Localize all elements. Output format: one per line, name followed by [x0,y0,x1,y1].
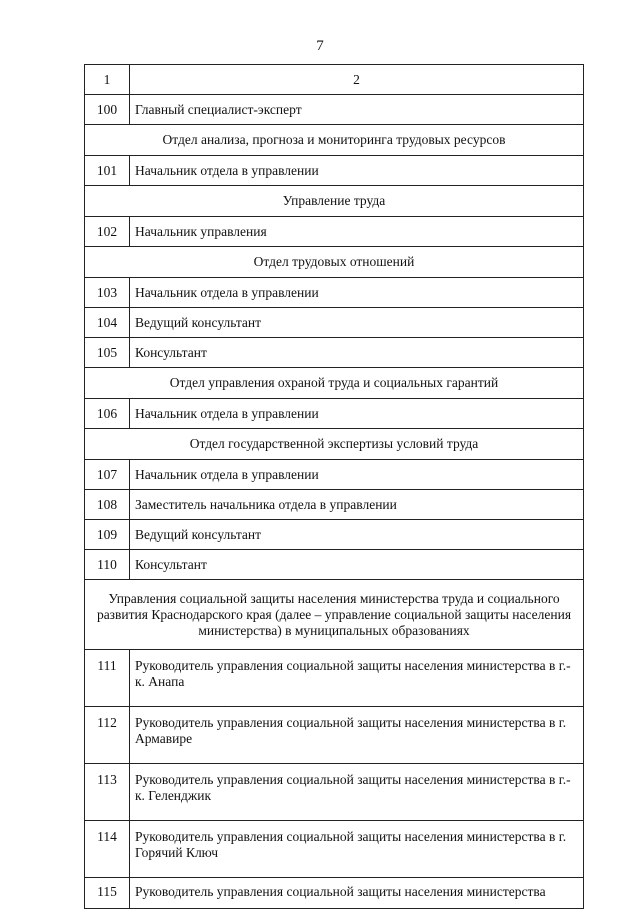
row-number: 113 [85,764,130,821]
section-title: Управления социальной защиты населения министерства труда и социального развития Краснодарского края (далее – управление социальной защиты населения министерства) в муниципальных образованиях [85,580,584,650]
page-number: 7 [316,38,324,54]
row-number: 112 [85,707,130,764]
row-number: 104 [85,308,130,338]
table-row [85,550,584,580]
header-col-number: 1 [85,65,130,95]
section-title: Отдел управления охраной труда и социальных гарантий [85,368,584,399]
row-number: 107 [85,460,130,490]
row-number: 108 [85,490,130,520]
row-number: 114 [85,821,130,878]
row-title: Заместитель начальника отдела в управлении [130,490,584,520]
table-row [85,156,584,186]
row-number: 105 [85,338,130,368]
table-row [85,707,584,764]
row-title: Руководитель управления социальной защиты населения министерства в г. Горячий Ключ [130,821,584,878]
row-number: 106 [85,399,130,429]
table-row [85,278,584,308]
table-row [85,460,584,490]
section-title: Отдел государственной экспертизы условий труда [85,429,584,460]
row-title: Главный специалист-эксперт [130,95,584,125]
table-row [85,764,584,821]
section-row [85,247,584,278]
row-title: Руководитель управления социальной защиты населения министерства в г. Армавире [130,707,584,764]
table-row [85,308,584,338]
section-title: Управление труда [85,186,584,217]
section-row [85,429,584,460]
row-number: 110 [85,550,130,580]
row-number: 101 [85,156,130,186]
table-row [85,217,584,247]
section-row [85,368,584,399]
row-number: 102 [85,217,130,247]
row-title: Консультант [130,338,584,368]
table-row [85,520,584,550]
header-col-title: 2 [130,65,584,95]
row-title: Начальник управления [130,217,584,247]
row-title: Начальник отдела в управлении [130,460,584,490]
table-row [85,821,584,878]
section-row [85,580,584,650]
section-row [85,125,584,156]
table-row [85,338,584,368]
table-row [85,650,584,707]
section-title: Отдел анализа, прогноза и мониторинга трудовых ресурсов [85,125,584,156]
table-row [85,878,584,909]
table-row [85,399,584,429]
row-title: Руководитель управления социальной защиты населения министерства в г.-к. Геленджик [130,764,584,821]
row-number: 115 [85,878,130,909]
row-title: Начальник отдела в управлении [130,399,584,429]
section-row [85,186,584,217]
row-title: Начальник отдела в управлении [130,156,584,186]
row-title: Консультант [130,550,584,580]
row-title: Руководитель управления социальной защиты населения министерства [130,878,584,909]
row-number: 109 [85,520,130,550]
table-row [85,95,584,125]
row-number: 100 [85,95,130,125]
row-title: Начальник отдела в управлении [130,278,584,308]
row-number: 111 [85,650,130,707]
positions-table [84,64,584,909]
row-number: 103 [85,278,130,308]
row-title: Ведущий консультант [130,520,584,550]
row-title: Руководитель управления социальной защиты населения министерства в г.-к. Анапа [130,650,584,707]
table-header-row [85,65,584,95]
row-title: Ведущий консультант [130,308,584,338]
section-title: Отдел трудовых отношений [85,247,584,278]
table-row [85,490,584,520]
